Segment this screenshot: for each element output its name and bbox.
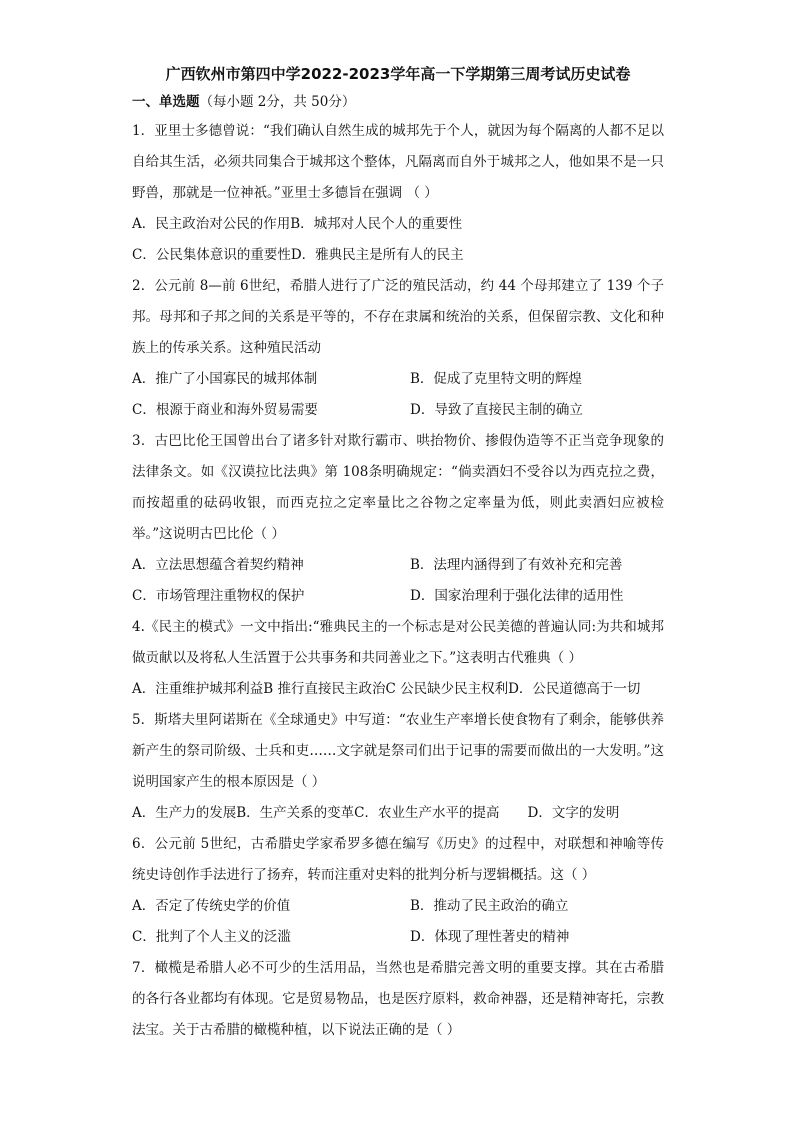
section-heading	[132, 90, 664, 114]
question-stem: 2．公元前 8—前 6世纪，希腊人进行了广泛的殖民活动，约 44 个母邦建立了 139 个子邦。母邦和子邦之间的关系是平等的，不存在隶属和统治的关系，但保留宗教、文化和种族上的传承关系。这种殖民活动	[132, 278, 664, 356]
question-stem: 7．橄榄是希腊人必不可少的生活用品，当然也是希腊完善文明的重要支撑。其在古希腊的各行各业都均有体现。它是贸易物品，也是医疗原料，救命神器，还是精神寄托，宗教法宝。关于古希腊的橄榄种植，以下说法正确的是（ ）	[132, 960, 664, 1038]
option-d[interactable]: D．体现了理性著史的精神	[410, 929, 570, 945]
section-note: （每小题 2分，共 50分）	[199, 94, 356, 110]
option-row	[132, 209, 664, 240]
option-b[interactable]: B．生产关系的变革	[236, 805, 355, 821]
exam-title: 广西钦州市第四中学2022-2023学年高一下学期第三周考试历史试卷	[165, 65, 631, 83]
option-d[interactable]: D．导致了直接民主制的确立	[410, 402, 583, 418]
option-c[interactable]: C 公民缺少民主权利	[385, 681, 509, 697]
question-options	[132, 550, 664, 612]
option-d[interactable]: D．文字的发明	[527, 805, 620, 821]
option-a[interactable]: A．推广了小国寡民的城邦体制	[132, 371, 318, 387]
question-stem: 5．斯塔夫里阿诺斯在《全球通史》中写道：“农业生产率增长使食物有了剩余，能够供养新产生的祭司阶级、士兵和吏……文字就是祭司们出于记事的需要而做出的一大发明。”这说明国家产生的根本原因是（ ）	[132, 712, 664, 790]
option-d[interactable]: D．国家治理利于强化法律的适用性	[410, 588, 624, 604]
option-b[interactable]: B．法理内涵得到了有效补充和完善	[410, 557, 623, 573]
question-stem: 1．亚里士多德曾说：“我们确认自然生成的城邦先于个人，就因为每个隔离的人都不足以自给其生活，必须共同集合于城邦这个整体，凡隔离而自外于城邦之人，他如果不是一只野兽，那就是一位神祇。”亚里士多德旨在强调 （ ）	[132, 123, 664, 201]
option-a[interactable]: A．立法思想蕴含着契约精神	[132, 557, 304, 573]
question-stem: 4.《民主的模式》一文中指出:“雅典民主的一个标志是对公民美德的普遍认同:为共和城邦做贡献以及将私人生活置于公共事务和共同善业之下。”这表明古代雅典（ ）	[132, 619, 664, 666]
option-b[interactable]: B．推动了民主政治的确立	[410, 898, 569, 914]
option-a[interactable]: A．生产力的发展	[132, 805, 237, 821]
option-c[interactable]: C．公民集体意识的重要性	[132, 247, 291, 263]
option-row	[132, 922, 664, 953]
option-c[interactable]: C．市场管理注重物权的保护	[132, 588, 305, 604]
option-row	[132, 674, 664, 705]
option-a[interactable]: A．民主政治对公民的作用	[132, 216, 291, 232]
option-b[interactable]: B．城邦对人民个人的重要性	[290, 216, 463, 232]
option-d[interactable]: D．雅典民主是所有人的民主	[290, 247, 464, 263]
option-a[interactable]: A．注重维护城邦利益	[132, 681, 264, 697]
option-row	[132, 798, 664, 829]
option-row	[132, 395, 664, 426]
option-c[interactable]: C．根源于商业和海外贸易需要	[132, 402, 318, 418]
option-row	[132, 550, 664, 581]
option-b[interactable]: B 推行直接民主政治	[263, 681, 386, 697]
option-a[interactable]: A．否定了传统史学的价值	[132, 898, 291, 914]
question-options	[132, 891, 664, 953]
option-c[interactable]: C．农业生产水平的提高	[354, 805, 500, 821]
question-options	[132, 209, 664, 271]
question-stem: 3．古巴比伦王国曾出台了诸多针对欺行霸市、哄抬物价、掺假伪造等不正当竞争现象的法律条文。如《汉谟拉比法典》第 108条明确规定：“倘卖酒妇不受谷以为西克拉之费，而按超重的砝码收银，而西克拉之定率量比之谷物之定率量为低，则此卖酒妇应被检举。”这说明古巴比伦（ ）	[132, 433, 664, 542]
option-row	[132, 891, 664, 922]
option-row	[132, 364, 664, 395]
question-options	[132, 364, 664, 426]
option-row	[132, 581, 664, 612]
option-b[interactable]: B．促成了克里特文明的辉煌	[410, 371, 582, 387]
option-row	[132, 240, 664, 271]
option-d[interactable]: D．公民道德高于一切	[508, 681, 641, 697]
option-c[interactable]: C．批判了个人主义的泛滥	[132, 929, 291, 945]
question-options	[132, 798, 664, 829]
question-options	[132, 674, 664, 705]
question-stem: 6．公元前 5世纪，古希腊史学家希罗多德在编写《历史》的过程中，对联想和神喻等传统史诗创作手法进行了扬弃，转而注重对史料的批判分析与逻辑概括。这（ ）	[132, 836, 664, 883]
section-label: 一、单选题	[132, 94, 200, 110]
